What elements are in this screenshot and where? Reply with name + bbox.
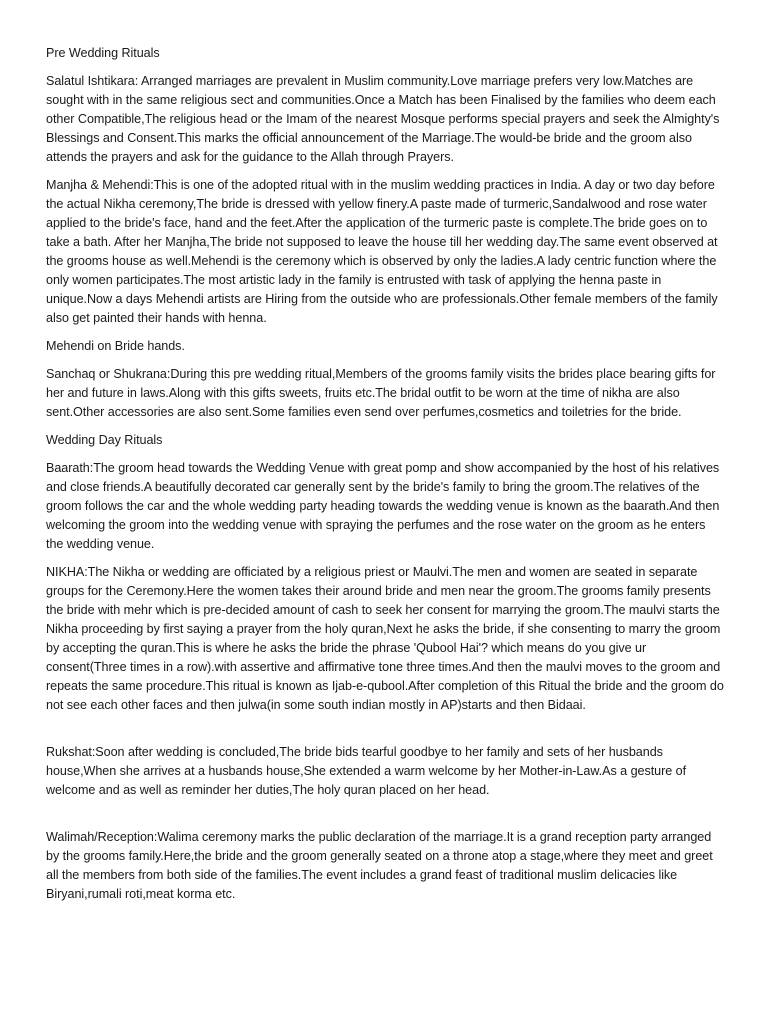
paragraph-manjha-mehendi: Manjha & Mehendi:This is one of the adopted ritual with in the muslim wedding practices in India. A day or two day before the actual Nikha ceremony,The bride is dressed with yellow finery.A paste made of turmeric,Sandalwood and rose water applied to the bride's face, hand and the feet.After the application of the turmeric paste is complete.The bride goes on to take a bath. After her Manjha,The bride not supposed to leave the house till her wedding day.The same event observed at the grooms house as well.Mehendi is the ceremony which is observed by only the ladies.A lady centric function where the only women participates.The most artistic lady in the family is entrusted with task of applying the henna paste in unique.Now a days Mehendi artists are Hiring from the outside who are professionals.Other female members of the family also get painted their hands with henna. bbox=[46, 178, 718, 325]
paragraph-nikha: NIKHA:The Nikha or wedding are officiated by a religious priest or Maulvi.The men and women are seated in separate groups for the Ceremony.Here the women takes their around bride and men near the groom.The grooms family presents the bride with mehr which is pre-decided amount of cash to seek her consent for marrying the groom.The maulvi starts the Nikha proceeding by first saying a prayer from the holy quran,Next he asks the bride, if she consenting to marry the groom by accepting the quran.This is where he asks the bride the phrase 'Qubool Hai'? which means do you give ur consent(Three times in a row).with assertive and affirmative tone three times.And then the maulvi moves to the groom and repeats the same procedure.This ritual is known as Ijab-e-qubool.After completion of this Ritual the bride and the groom do not see each other faces and then julwa(in some south indian mostly in AP)starts and then Bidaai. bbox=[46, 565, 724, 712]
paragraph-baarath: Baarath:The groom head towards the Wedding Venue with great pomp and show accompanied by the host of his relatives and close friends.A beautifully decorated car generally sent by the bride's family to bring the groom.The relatives of the groom follows the car and the whole wedding party heading towards the wedding venue is known as the baarath.And then welcoming the groom into the wedding venue with spraying the perfumes and the rose water on the groom as he enters the wedding venue. bbox=[46, 461, 720, 551]
paragraph-walimah-reception: Walimah/Reception:Walima ceremony marks the public declaration of the marriage.It is a grand reception party arranged by the grooms family.Here,the bride and the groom generally seated on a throne atop a stage,where they meet and greet all the members from both side of the families.The event includes a grand feast of traditional muslim delicacies like Biryani,rumali roti,meat korma etc. bbox=[46, 830, 713, 901]
paragraph-salatul-ishtikara: Salatul Ishtikara: Arranged marriages are prevalent in Muslim community.Love marriage prefers very low.Matches are sought with in the same religious sect and communities.Once a Match has been Finalised by the families who deem each other Compatible,The religious head or the Imam of the nearest Mosque performs special prayers and seek the Almighty's Blessings and Consent.This marks the official announcement of the Marriage.The would-be bride and the groom also attends the prayers and ask for the guidance to the Allah through Prayers. bbox=[46, 74, 720, 164]
caption-mehendi-on-bride-hands: Mehendi on Bride hands. bbox=[46, 339, 185, 353]
paragraph-sanchaq-shukrana: Sanchaq or Shukrana:During this pre wedding ritual,Members of the grooms family visits the brides place bearing gifts for her and future in laws.Along with this gifts sweets, fruits etc.The bridal outfit to be worn at the time of nikha are also sent.Other accessories are also sent.Some families even send over perfumes,cosmetics and toiletries for the bride. bbox=[46, 367, 716, 419]
heading-wedding-day-rituals: Wedding Day Rituals bbox=[46, 433, 163, 447]
heading-pre-wedding-rituals: Pre Wedding Rituals bbox=[46, 46, 160, 60]
paragraph-rukshat: Rukshat:Soon after wedding is concluded,The bride bids tearful goodbye to her family and sets of her husbands house,When she arrives at a husbands house,She extended a warm welcome by her Mother-in-Law.As a gesture of welcome and as well as reminder her duties,The holy quran placed on her head. bbox=[46, 745, 687, 797]
document-page bbox=[46, 44, 726, 913]
